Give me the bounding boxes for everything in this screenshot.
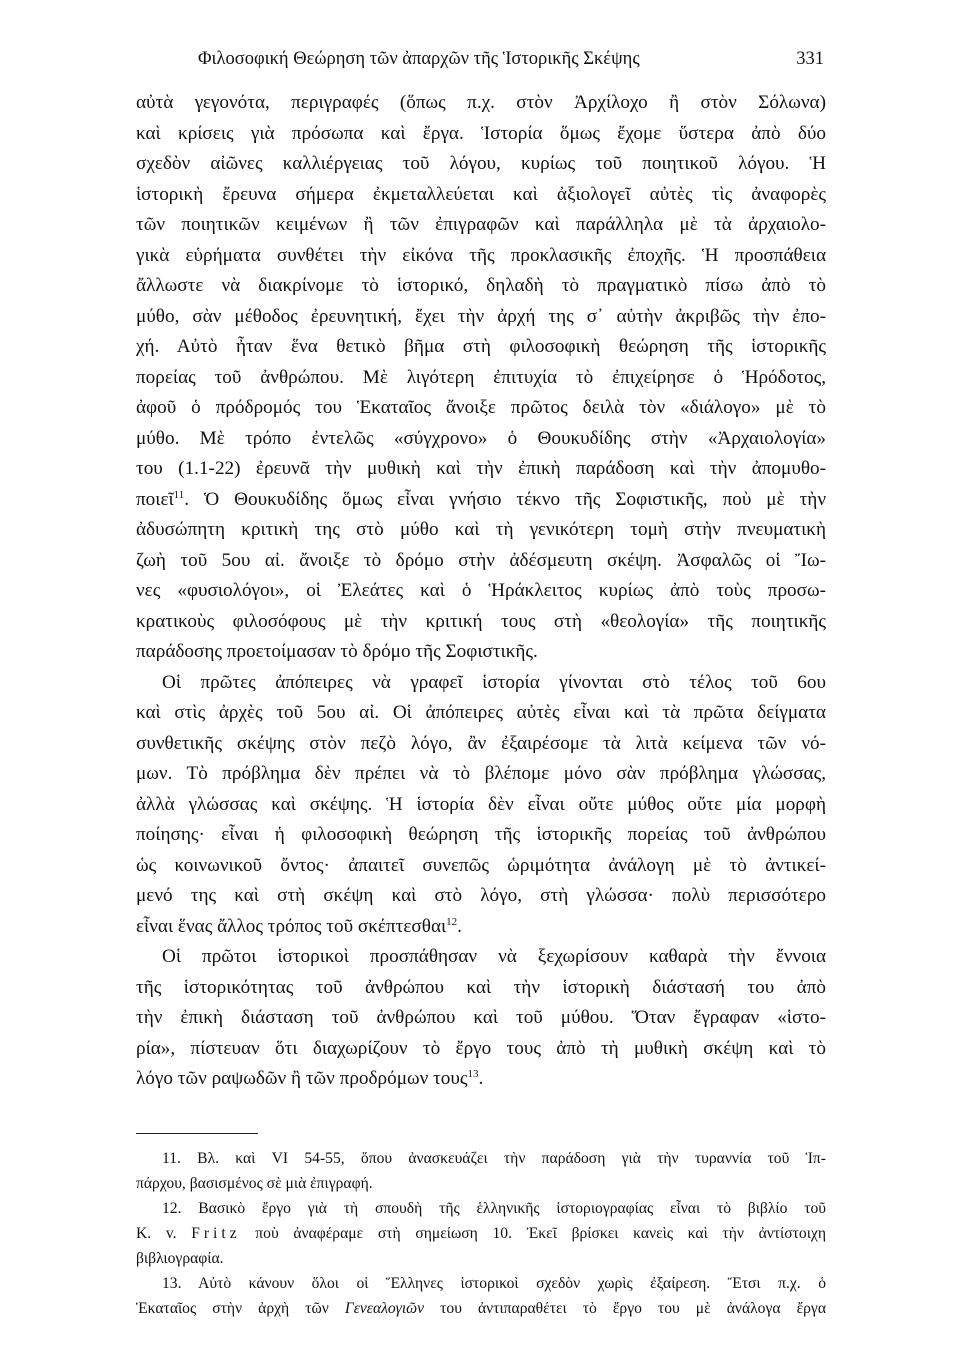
text-span: . Ὁ Θουκυδίδης ὅμως εἶναι γνήσιο τέκνο τῆς Σοφιστικῆς, ποὺ μὲ τὴν — [184, 488, 826, 510]
footnotes — [136, 1146, 826, 1321]
running-title: Φιλοσοφική Θεώρηση τῶν ἀπαρχῶν τῆς Ἱστορικῆς Σκέψης — [198, 49, 640, 69]
footnote-11 — [136, 1146, 826, 1196]
text-line: νες «φυσιολόγοι», οἱ Ἐλεάτες καὶ ὁ Ἡράκλειτος κυρίως ἀπὸ τοὺς προσω- — [136, 580, 826, 601]
footnote-13 — [136, 1271, 826, 1321]
text-line: Οἱ πρῶτοι ἱστορικοὶ προσπάθησαν νὰ ξεχωρίσουν καθαρὰ τὴν ἔννοια — [162, 946, 826, 967]
text-line: Οἱ πρῶτες ἀπόπειρες νὰ γραφεῖ ἱστορία γίνονται στὸ τέλος τοῦ 6ου — [162, 671, 826, 693]
text-line: μων. Τὸ πρόβλημα δὲν πρέπει νὰ τὸ βλέπομε μόνο σὰν πρόβλημα γλώσσας, — [136, 763, 826, 784]
text-line: σχεδὸν αἰῶνες καλλιέργειας τοῦ λόγου, κυρίως τοῦ ποιητικοῦ λόγου. Ἡ — [136, 153, 826, 174]
text-line — [136, 1064, 826, 1095]
text-line: μύθο, σὰν μέθοδος ἐρευνητική, ἔχει τὴν ἀρχή της σ᾽ αὐτὴν ἀκριβῶς τὴν ἐπο- — [136, 305, 826, 327]
text-line: ἄλλωστε νὰ διακρίνομε τὸ ἱστορικό, δηλαδὴ τὸ πραγματικὸ πίσω ἀπὸ τὸ — [136, 275, 826, 296]
text-line: ποίησης· εἶναι ἡ φιλοσοφικὴ θεώρηση τῆς ἱστορικῆς πορείας τοῦ ἀνθρώπου — [136, 824, 826, 845]
footnote-line: 12. Βασικὸ ἔργο γιὰ τὴ σπουδὴ τῆς ἑλληνικῆς ἱστοριογραφίας εἶναι τὸ βιβλίο τοῦ — [162, 1200, 826, 1217]
footnote-line — [136, 1221, 826, 1246]
footnote-line — [136, 1296, 826, 1321]
author-name: Fritz — [191, 1225, 241, 1242]
text-line: αὐτὰ γεγονότα, περιγραφές (ὅπως π.χ. στὸν Ἀρχίλοχο ἢ στὸν Σόλωνα) — [136, 92, 826, 113]
text-line: μενό της καὶ στὴ σκέψη καὶ στὸ λόγο, στὴ γλώσσα· πολὺ περισσότερο — [136, 885, 826, 906]
text-line: γικὰ εὑρήματα συνθέτει τὴν εἰκόνα τῆς προκλασικῆς ἐποχῆς. Ἡ προσπάθεια — [136, 244, 826, 266]
footnote-ref-13: 13 — [467, 1068, 479, 1080]
text-line: τὴν ἐπικὴ διάσταση τοῦ ἀνθρώπου καὶ τοῦ μύθου. Ὅταν ἔγραφαν «ἱστο- — [136, 1007, 826, 1028]
text-line: ἱστορικὴ ἔρευνα σήμερα ἐκμεταλλεύεται καὶ ἀξιολογεῖ αὐτὲς τὶς ἀναφορὲς — [136, 183, 826, 205]
text-span: . — [457, 915, 462, 937]
text-span: εἶναι ἕνας ἄλλος τρόπος τοῦ σκέπτεσθαι — [136, 915, 447, 937]
footnote-line: πάρχου, βασισμένος σὲ μιὰ ἐπιγραφή. — [136, 1175, 373, 1192]
text-span: λόγο τῶν ραψωδῶν ἢ τῶν προδρόμων τους — [136, 1068, 468, 1089]
work-title: Γενεαλογιῶν — [344, 1300, 425, 1317]
text-span: Ἑκαταῖος στὴν ἀρχὴ τῶν — [136, 1300, 345, 1317]
text-line: ζωὴ τοῦ 5ου αἰ. ἄνοιξε τὸ δρόμο στὴν ἀδέσμευτη σκέψη. Ἀσφαλῶς οἱ Ἴω- — [136, 549, 826, 571]
text-span: K. v. — [136, 1225, 192, 1242]
text-line: ὡς κοινωνικοῦ ὄντος· ἀπαιτεῖ συνεπῶς ὡριμότητα ἀνάλογη μὲ τὸ ἀντικεί- — [136, 854, 826, 876]
text-span: ποὺ ἀναφέραμε στὴ σημείωση 10. Ἐκεῖ βρίσκει κανεὶς καὶ τὴν ἀντίστοιχη — [240, 1225, 826, 1242]
footnote-separator — [136, 1133, 258, 1134]
footnote-ref-11: 11 — [173, 488, 185, 501]
footnote-line: 11. Βλ. καὶ VI 54-55, ὅπου ἀνασκευάζει τὴν παράδοση γιὰ τὴν τυραννία τοῦ Ἱπ- — [162, 1150, 826, 1167]
text-span: του ἀντιπαραθέτει τὸ ἔργο του μὲ ἀνάλογα ἔργα — [424, 1300, 826, 1317]
text-line: καὶ στὶς ἀρχὲς τοῦ 5ου αἰ. Οἱ ἀπόπειρες αὐτὲς εἶναι καὶ τὰ πρῶτα δείγματα — [136, 702, 826, 723]
footnote-line: 13. Αὐτὸ κάνουν ὅλοι οἱ Ἕλληνες ἱστορικοὶ σχεδὸν χωρὶς ἐξαίρεση. Ἔτσι π.χ. ὁ — [162, 1275, 826, 1292]
footnote-12 — [136, 1196, 826, 1271]
text-line: ἀδυσώπητη κριτικὴ της στὸ μύθο καὶ τὴ γενικότερη τομὴ στὴν πνευματικὴ — [136, 519, 826, 540]
text-line: ἀφοῦ ὁ πρόδρομός του Ἑκαταῖος ἄνοιξε πρῶτος δειλὰ τὸν «διάλογο» μὲ τὸ — [136, 397, 826, 418]
footnote-line: βιβλιογραφία. — [136, 1250, 224, 1267]
text-line: παράδοσης προετοίμασαν τὸ δρόμο τῆς Σοφιστικῆς. — [136, 641, 538, 662]
main-text — [136, 88, 826, 1095]
text-line: πορείας τοῦ ἀνθρώπου. Μὲ λιγότερη ἐπιτυχία τὸ ἐπιχείρησε ὁ Ἡρόδοτος, — [136, 366, 826, 388]
text-span: ποιεῖ — [136, 488, 174, 510]
page-header — [136, 44, 826, 74]
text-span: . — [478, 1068, 484, 1089]
text-line: ρία», πίστευαν ὅτι διαχωρίζουν τὸ ἔργο τους ἀπὸ τὴ μυθικὴ σκέψη καὶ τὸ — [136, 1037, 826, 1059]
footnote-ref-12: 12 — [446, 915, 458, 928]
text-line: καὶ κρίσεις γιὰ πρόσωπα καὶ ἔργα. Ἱστορία ὅμως ἔχομε ὕστερα ἀπὸ δύο — [136, 122, 826, 144]
text-line: μύθο. Μὲ τρόπο ἐντελῶς «σύγχρονο» ὁ Θουκυδίδης στὴν «Ἀρχαιολογία» — [136, 427, 826, 449]
text-line: κρατικοὺς φιλοσόφους μὲ τὴν κριτική τους στὴ «θεολογία» τῆς ποιητικῆς — [136, 610, 826, 632]
text-line: τῆς ἱστορικότητας τοῦ ἀνθρώπου καὶ τὴν ἱστορικὴ διάστασή του ἀπὸ — [136, 976, 826, 998]
text-line — [136, 485, 826, 516]
text-line — [136, 912, 826, 943]
text-line: του (1.1-22) ἐρευνᾶ τὴν μυθικὴ καὶ τὴν ἐπικὴ παράδοση καὶ τὴν ἀπομυθο- — [136, 458, 826, 479]
text-line: τῶν ποιητικῶν κειμένων ἢ τῶν ἐπιγραφῶν καὶ παράλληλα μὲ τὰ ἀρχαιολο- — [136, 214, 826, 235]
text-line: χή. Αὐτὸ ἦταν ἕνα θετικὸ βῆμα στὴ φιλοσοφικὴ θεώρηση τῆς ἱστορικῆς — [136, 336, 826, 357]
text-line: συνθετικῆς σκέψης στὸν πεζὸ λόγο, ἂν ἐξαιρέσομε τὰ λιτὰ κείμενα τῶν νό- — [136, 732, 826, 754]
text-line: ἀλλὰ γλώσσας καὶ σκέψης. Ἡ ἱστορία δὲν εἶναι οὔτε μύθος οὔτε μία μορφὴ — [136, 793, 826, 815]
page-number: 331 — [796, 49, 824, 69]
